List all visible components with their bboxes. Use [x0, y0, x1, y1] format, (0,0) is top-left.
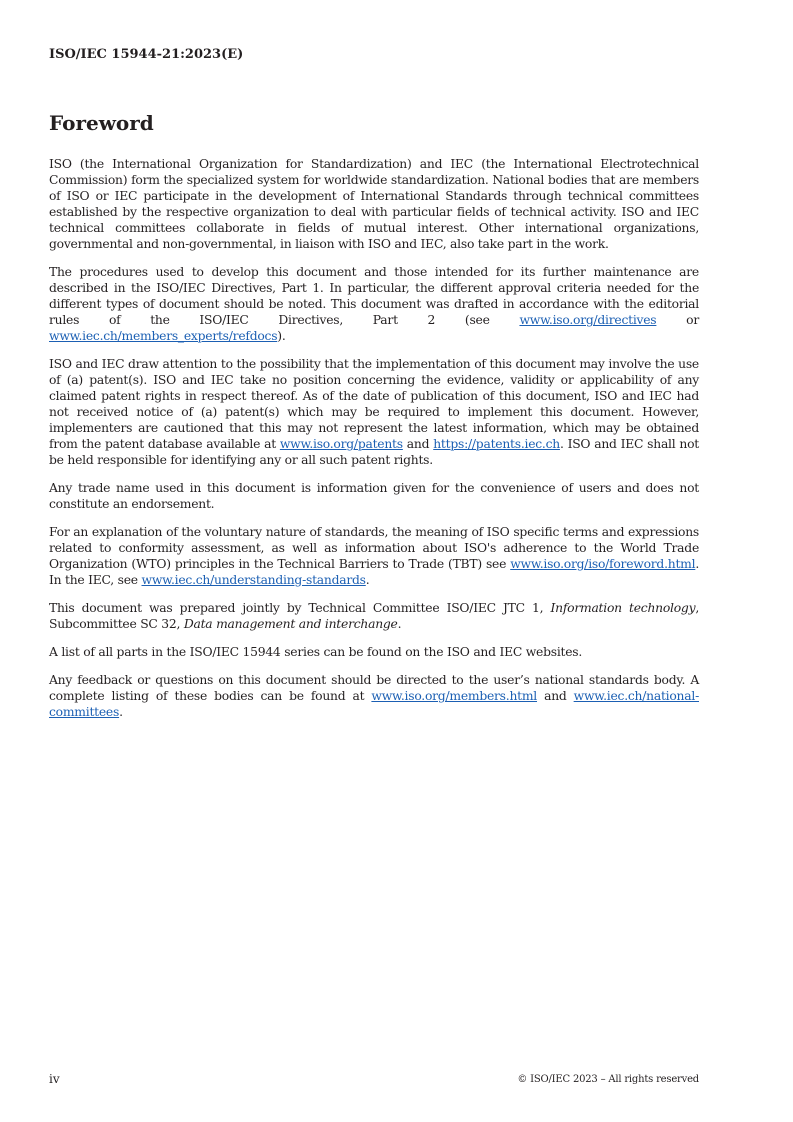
- paragraph-text: , Subcommittee SC 32,: [49, 601, 699, 631]
- paragraph-text: The procedures used to develop this document and those intended for its further maintenance are described in the ISO/IEC Directives, Part 1. In particular, the different approval criteria needed for the different types of document should be noted. This document was drafted in accordance with the editorial rules of the ISO/IEC Directives, Part 2 (see: [49, 265, 699, 327]
- paragraph-text: ).: [277, 329, 286, 343]
- paragraph-text: .: [397, 617, 402, 631]
- link-iso-directives[interactable]: www.iso.org/directives: [519, 313, 657, 327]
- paragraph-series-list: A list of all parts in the ISO/IEC 15944 series can be found on the ISO and IEC websites.: [49, 645, 583, 659]
- document-identifier: ISO/IEC 15944-21:2023(E): [49, 47, 244, 62]
- link-iec-refdocs[interactable]: www.iec.ch/members_experts/refdocs: [49, 329, 278, 343]
- paragraph-committee: [49, 600, 699, 632]
- page-number: iv: [49, 1072, 60, 1086]
- link-iec-national-committees[interactable]: www.iec.ch/national-committees: [49, 689, 699, 719]
- paragraph-text: . ISO and IEC shall not be held responsible for identifying any or all such patent rights.: [49, 437, 699, 467]
- paragraph-text: .: [365, 573, 370, 587]
- paragraph-feedback: [49, 672, 699, 720]
- paragraph-text: Any feedback or questions on this document should be directed to the user’s national standards body. A complete listing of these bodies can be found at: [49, 673, 699, 703]
- link-iec-patents[interactable]: https://patents.iec.ch: [433, 437, 560, 451]
- paragraph-text: . In the IEC, see: [49, 557, 699, 587]
- paragraph-text: and: [537, 689, 574, 703]
- link-iec-understanding-standards[interactable]: www.iec.ch/understanding-standards: [141, 573, 366, 587]
- copyright-notice: © ISO/IEC 2023 – All rights reserved: [517, 1074, 699, 1085]
- paragraph-text: or: [656, 313, 699, 327]
- paragraph-text: This document was prepared jointly by Technical Committee ISO/IEC JTC 1,: [49, 601, 551, 615]
- subcommittee-title: Data management and interchange: [183, 617, 398, 631]
- paragraph-text: For an explanation of the voluntary nature of standards, the meaning of ISO specific terms and expressions related to conformity assessment, as well as information about ISO's adherence to the World Trade Organization (WTO) principles in the Technical Barriers to Trade (TBT) see: [49, 525, 699, 571]
- paragraph-voluntary-nature: [49, 524, 699, 588]
- committee-title: Information technology: [550, 601, 696, 615]
- link-iso-patents[interactable]: www.iso.org/patents: [279, 437, 403, 451]
- paragraph-text: ISO and IEC draw attention to the possibility that the implementation of this document may involve the use of (a) patent(s). ISO and IEC take no position concerning the evidence, validity or applicability of any claimed patent rights in respect thereof. As of the date of publication of this document, ISO and IEC had not received notice of (a) patent(s) which may be required to implement this document. However, implementers are cautioned that this may not represent the latest information, which may be obtained from the patent database available at: [49, 357, 699, 451]
- page-title: Foreword: [49, 111, 154, 135]
- paragraph-text: and: [402, 437, 434, 451]
- foreword-body: [49, 156, 699, 732]
- paragraph-procedures: [49, 264, 699, 344]
- paragraph-patents: [49, 356, 699, 468]
- paragraph-text: .: [119, 705, 123, 719]
- link-iso-foreword[interactable]: www.iso.org/iso/foreword.html: [510, 557, 696, 571]
- paragraph-organizations: ISO (the International Organization for Standardization) and IEC (the International Electrotechnical Commission) form the specialized system for worldwide standardization. National bodies that are members of ISO or IEC participate in the development of International Standards through technical committees established by the respective organization to deal with particular fields of technical activity. ISO and IEC technical committees collaborate in fields of mutual interest. Other international organizations, governmental and non-governmental, in liaison with ISO and IEC, also take part in the work.: [49, 157, 699, 251]
- paragraph-trade-names: Any trade name used in this document is information given for the convenience of users and does not constitute an endorsement.: [49, 481, 699, 511]
- link-iso-members[interactable]: www.iso.org/members.html: [371, 689, 538, 703]
